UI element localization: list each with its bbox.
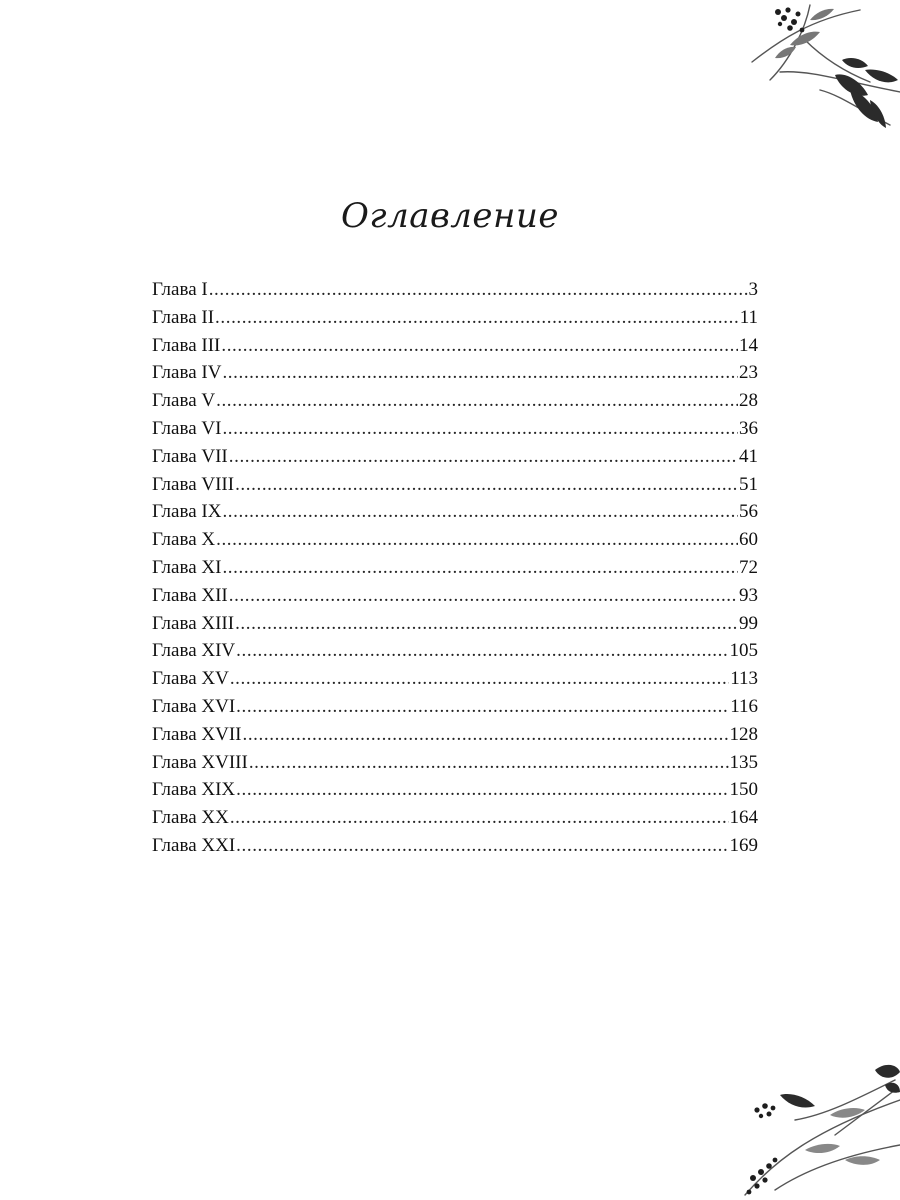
toc-entry-page-number: 14 (739, 334, 758, 356)
toc-dot-leader (235, 610, 738, 638)
toc-dot-leader (229, 443, 738, 471)
toc-entry-page-number: 60 (739, 529, 758, 551)
toc-entry-page-number: 3 (748, 279, 758, 300)
toc-entry-label: Глава XVI (152, 695, 236, 717)
toc-entry-label: Глава VIII (152, 473, 235, 495)
toc-entry (152, 359, 758, 387)
toc-entry-label: Глава XVIII (152, 751, 248, 773)
botanical-ornament-bottom (735, 1060, 900, 1200)
toc-entry-label: Глава XI (152, 556, 222, 578)
toc-entry (152, 693, 758, 721)
toc-entry-label: Глава XV (152, 668, 229, 690)
toc-entry-page-number: 56 (739, 501, 758, 523)
toc-entry (152, 832, 758, 860)
toc-entry-label: Глава I (152, 279, 208, 300)
toc-entry-page-number: 11 (739, 306, 758, 328)
toc-entry-page-number: 135 (729, 751, 758, 773)
toc-entry-label: Глава XX (152, 807, 229, 829)
toc-dot-leader (222, 498, 738, 526)
toc-dot-leader (216, 526, 738, 554)
toc-dot-leader (235, 471, 738, 499)
toc-entry-page-number: 164 (729, 807, 758, 829)
table-of-contents (152, 276, 758, 860)
toc-entry (152, 443, 758, 471)
toc-entry-label: Глава XII (152, 584, 228, 606)
toc-entry (152, 471, 758, 499)
toc-entry-page-number: 23 (739, 362, 758, 384)
toc-dot-leader (216, 387, 738, 415)
toc-entry (152, 749, 758, 777)
toc-entry-label: Глава XIX (152, 779, 236, 801)
toc-entry-label: Глава XIII (152, 612, 235, 634)
toc-entry-label: Глава X (152, 529, 216, 551)
toc-dot-leader (236, 776, 728, 804)
toc-entry (152, 582, 758, 610)
toc-dot-leader (242, 721, 728, 749)
toc-dot-leader (209, 276, 748, 304)
toc-dot-leader (230, 665, 729, 693)
toc-entry-label: Глава VI (152, 417, 222, 439)
toc-entry (152, 776, 758, 804)
toc-entry-page-number: 99 (739, 612, 758, 634)
toc-title: Оглавление (341, 196, 559, 236)
toc-entry-page-number: 150 (729, 779, 758, 801)
toc-entry-label: Глава XXI (152, 834, 236, 856)
toc-entry-page-number: 169 (729, 834, 758, 856)
toc-entry-page-number: 72 (739, 556, 758, 578)
botanical-ornament-top (750, 0, 900, 145)
toc-dot-leader (229, 582, 738, 610)
toc-entry (152, 332, 758, 360)
toc-entry-label: Глава V (152, 390, 216, 412)
toc-entry (152, 554, 758, 582)
toc-dot-leader (236, 832, 728, 860)
toc-entry-page-number: 105 (729, 640, 758, 662)
toc-entry-page-number: 28 (739, 390, 758, 412)
toc-entry (152, 387, 758, 415)
toc-entry-label: Глава XVII (152, 723, 242, 745)
toc-entry-page-number: 51 (739, 473, 758, 495)
toc-entry-page-number: 93 (739, 584, 758, 606)
toc-entry (152, 415, 758, 443)
toc-entry (152, 498, 758, 526)
toc-dot-leader (222, 415, 738, 443)
toc-dot-leader (230, 804, 729, 832)
toc-dot-leader (221, 332, 738, 360)
toc-entry (152, 526, 758, 554)
toc-entry (152, 804, 758, 832)
toc-entry (152, 665, 758, 693)
toc-entry-label: Глава IV (152, 362, 222, 384)
toc-entry-page-number: 116 (730, 695, 758, 717)
toc-dot-leader (236, 693, 729, 721)
toc-entry (152, 637, 758, 665)
toc-dot-leader (249, 749, 729, 777)
toc-entry-label: Глава II (152, 306, 215, 328)
toc-entry-label: Глава XIV (152, 640, 236, 662)
toc-dot-leader (222, 554, 738, 582)
toc-entry (152, 721, 758, 749)
toc-dot-leader (236, 637, 728, 665)
toc-entry-page-number: 36 (739, 417, 758, 439)
toc-entry-page-number: 113 (730, 668, 758, 690)
toc-entry (152, 610, 758, 638)
toc-entry-page-number: 128 (729, 723, 758, 745)
toc-entry-label: Глава III (152, 334, 221, 356)
toc-dot-leader (215, 304, 739, 332)
toc-entry-label: Глава VII (152, 445, 228, 467)
toc-entry-page-number: 41 (739, 445, 758, 467)
toc-entry-label: Глава IX (152, 501, 222, 523)
toc-entry (152, 304, 758, 332)
toc-dot-leader (222, 359, 738, 387)
toc-entry (152, 276, 758, 304)
